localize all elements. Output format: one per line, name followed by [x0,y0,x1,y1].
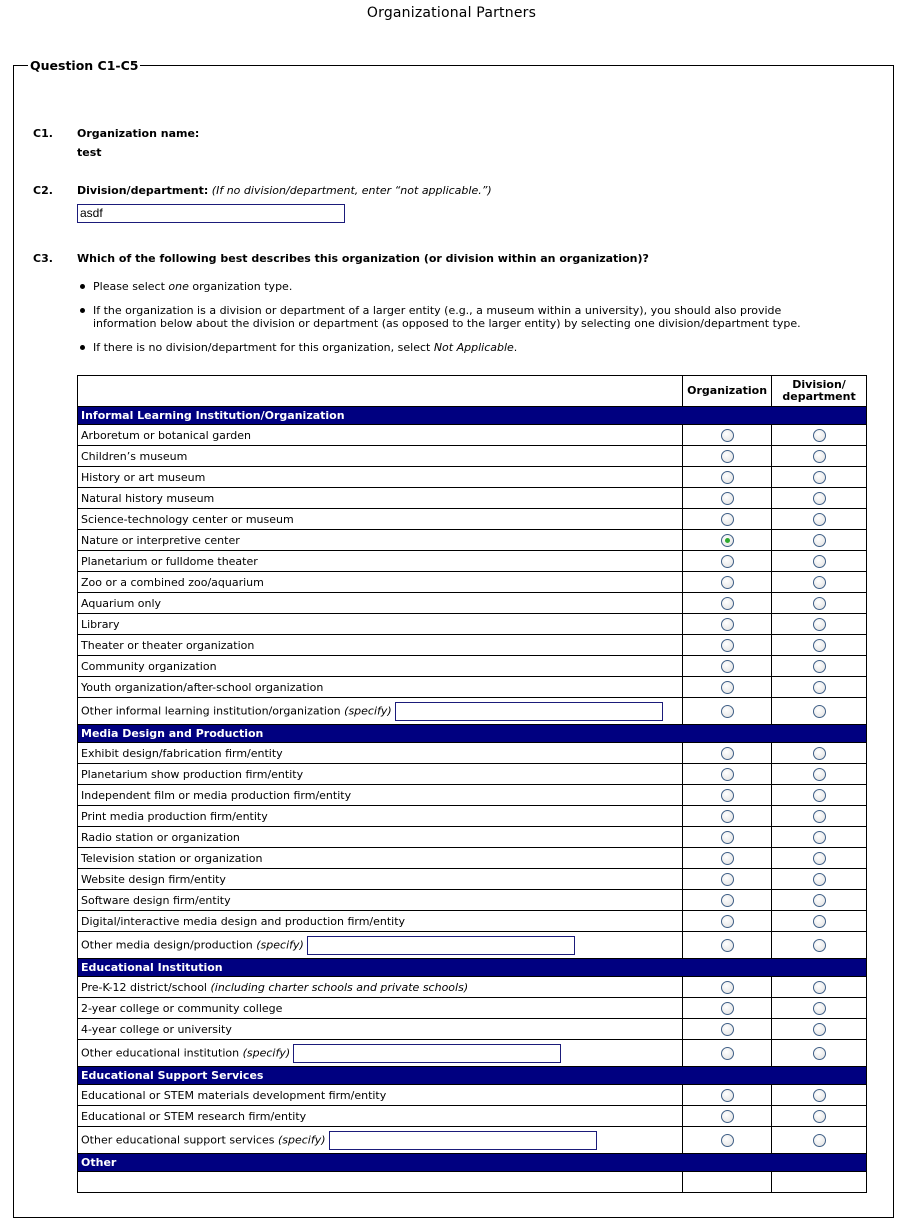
division-radio[interactable] [813,597,826,610]
option-label-cell [78,977,683,998]
organization-radio-cell [683,1127,772,1154]
organization-radio-cell [683,827,772,848]
table-row [78,1085,867,1106]
section-title: Educational Institution [78,959,867,977]
organization-radio-cell [683,869,772,890]
division-radio[interactable] [813,1047,826,1060]
instructions-list [77,280,837,354]
organization-radio-cell [683,785,772,806]
table-row [78,635,867,656]
instruction-item: If there is no division/department for this organization, select Not Applicable. [77,341,837,354]
division-radio-cell [772,785,867,806]
option-label: Youth organization/after-school organization [81,680,324,694]
table-row [78,998,867,1019]
table-row [78,806,867,827]
organization-radio[interactable] [721,894,734,907]
c3-question: Which of the following best describes this organization (or division within an organization)? [77,252,649,265]
division-radio[interactable] [813,705,826,718]
division-radio[interactable] [813,894,826,907]
organization-radio[interactable] [721,639,734,652]
organization-radio[interactable] [721,1089,734,1102]
division-radio-cell [772,614,867,635]
division-radio[interactable] [813,810,826,823]
empty-cell [78,1172,683,1193]
organization-radio-cell [683,614,772,635]
division-radio[interactable] [813,873,826,886]
specify-input[interactable] [329,1131,597,1150]
specify-label: (specify) [242,1046,291,1059]
option-label: Library [81,617,120,631]
option-label-cell [78,1019,683,1040]
empty-cell [772,1172,867,1193]
option-label: Planetarium show production firm/entity [81,767,304,781]
division-department-input[interactable]: asdf [77,204,345,223]
division-radio-cell [772,635,867,656]
table-row [78,890,867,911]
organization-radio-cell [683,890,772,911]
option-label-cell [78,614,683,635]
organization-radio[interactable] [721,555,734,568]
division-radio-cell [772,1127,867,1154]
option-label-cell [78,677,683,698]
option-label-cell [78,593,683,614]
option-label: Zoo or a combined zoo/aquarium [81,575,264,589]
option-label: Pre-K-12 district/school [81,980,207,994]
table-row [78,488,867,509]
option-label: Nature or interpretive center [81,533,240,547]
table-row [78,1172,867,1193]
division-radio[interactable] [813,915,826,928]
option-label: Digital/interactive media design and production firm/entity [81,914,406,928]
organization-radio[interactable] [721,660,734,673]
division-radio[interactable] [813,576,826,589]
option-label-cell [78,656,683,677]
organization-radio[interactable] [721,597,734,610]
organization-radio-cell [683,1106,772,1127]
table-row [78,848,867,869]
division-radio-cell [772,1106,867,1127]
division-radio-cell [772,1019,867,1040]
division-radio-cell [772,1085,867,1106]
table-row [78,467,867,488]
table-row [78,785,867,806]
table-row [78,593,867,614]
header-organization: Organization [683,376,772,407]
section-title: Informal Learning Institution/Organization [78,407,867,425]
option-label-cell [78,743,683,764]
option-label-cell [78,998,683,1019]
division-radio[interactable] [813,1110,826,1123]
table-row [78,572,867,593]
division-radio-cell [772,1040,867,1067]
organization-radio[interactable] [721,1134,734,1147]
table-row [78,1106,867,1127]
question-number: C1. [33,127,53,140]
division-radio-cell [772,764,867,785]
division-radio-cell [772,932,867,959]
specify-label: (specify) [256,938,304,951]
organization-radio[interactable] [721,873,734,886]
organization-radio-cell [683,488,772,509]
organization-radio[interactable] [721,768,734,781]
organization-radio[interactable] [721,429,734,442]
division-radio-cell [772,593,867,614]
option-label-cell [78,848,683,869]
division-radio[interactable] [813,660,826,673]
organization-radio-cell [683,998,772,1019]
option-label: Community organization [81,659,217,673]
option-label-cell [78,572,683,593]
organization-radio[interactable] [721,981,734,994]
organization-radio[interactable] [721,618,734,631]
division-radio-cell [772,425,867,446]
c2-label: Division/department: [77,184,209,197]
division-radio[interactable] [813,1023,826,1036]
option-label: Exhibit design/fabrication firm/entity [81,746,283,760]
organization-radio[interactable] [721,681,734,694]
option-label-cell [78,1040,683,1067]
table-row [78,425,867,446]
organization-radio-cell [683,551,772,572]
table-row [78,509,867,530]
division-radio[interactable] [813,639,826,652]
option-label-cell [78,890,683,911]
specify-input[interactable] [307,936,575,955]
division-radio[interactable] [813,1134,826,1147]
organization-radio-cell [683,698,772,725]
table-row [78,869,867,890]
specify-input[interactable] [293,1044,561,1063]
section-title: Other [78,1154,867,1172]
organization-radio-cell [683,1085,772,1106]
option-label: Print media production firm/entity [81,809,268,823]
table-row [78,932,867,959]
division-radio-cell [772,911,867,932]
option-label-cell [78,446,683,467]
option-label-cell [78,806,683,827]
table-row [78,743,867,764]
organization-radio-cell [683,656,772,677]
option-label: Other educational support services [81,1133,275,1146]
division-radio[interactable] [813,1089,826,1102]
division-radio-cell [772,869,867,890]
organization-radio-cell [683,1019,772,1040]
division-radio-cell [772,998,867,1019]
division-radio[interactable] [813,681,826,694]
division-radio-cell [772,488,867,509]
option-label: Radio station or organization [81,830,240,844]
table-row [78,1127,867,1154]
organization-radio[interactable] [721,852,734,865]
option-label: Website design firm/entity [81,872,226,886]
table-row [78,698,867,725]
section-title: Media Design and Production [78,725,867,743]
organization-radio[interactable] [721,939,734,952]
organization-radio[interactable] [721,810,734,823]
option-label: Aquarium only [81,596,162,610]
table-row [78,764,867,785]
division-radio[interactable] [813,831,826,844]
table-row [78,977,867,998]
table-header-row [78,376,867,407]
division-radio[interactable] [813,768,826,781]
division-radio-cell [772,977,867,998]
option-label-cell [78,764,683,785]
option-label: 2-year college or community college [81,1001,283,1015]
division-radio-cell [772,827,867,848]
organization-radio-cell [683,806,772,827]
organization-radio-cell [683,467,772,488]
division-radio[interactable] [813,492,826,505]
organization-radio-cell [683,764,772,785]
division-radio-cell [772,698,867,725]
table-row [78,656,867,677]
option-label: Television station or organization [81,851,263,865]
division-radio[interactable] [813,981,826,994]
organization-radio-cell [683,743,772,764]
organization-radio[interactable] [721,1023,734,1036]
division-radio[interactable] [813,789,826,802]
section-header-row [78,959,867,977]
organization-radio-cell [683,572,772,593]
option-label-cell [78,932,683,959]
c1-label: Organization name: [77,127,200,140]
organization-radio-cell [683,509,772,530]
option-label-cell [78,530,683,551]
option-label-cell [78,698,683,725]
organization-radio[interactable] [721,705,734,718]
option-label: Theater or theater organization [81,638,255,652]
division-radio[interactable] [813,555,826,568]
organization-radio-cell [683,530,772,551]
section-title: Educational Support Services [78,1067,867,1085]
option-label-cell [78,911,683,932]
division-radio-cell [772,890,867,911]
c1-answer: test [77,146,102,159]
option-label-cell [78,425,683,446]
option-label-cell [78,869,683,890]
organization-radio-cell [683,446,772,467]
organization-radio[interactable] [721,1002,734,1015]
division-radio[interactable] [813,1002,826,1015]
question-number: C2. [33,184,53,197]
section-header-row [78,725,867,743]
organization-radio-cell [683,425,772,446]
organization-radio[interactable] [721,915,734,928]
option-label: Other media design/production [81,938,253,951]
organization-radio[interactable] [721,1047,734,1060]
division-radio[interactable] [813,618,826,631]
header-division-department: Division/ department [772,376,867,407]
table-row [78,677,867,698]
specify-input[interactable] [395,702,663,721]
table-row [78,1019,867,1040]
organization-radio-cell [683,1040,772,1067]
option-label-cell [78,1106,683,1127]
option-label: Arboretum or botanical garden [81,428,251,442]
organization-radio-cell [683,635,772,656]
option-label: Educational or STEM research firm/entity [81,1109,307,1123]
option-label-cell [78,1127,683,1154]
division-radio[interactable] [813,471,826,484]
organization-radio[interactable] [721,831,734,844]
option-label-cell [78,635,683,656]
option-label: 4-year college or university [81,1022,232,1036]
section-header-row [78,1154,867,1172]
division-radio-cell [772,848,867,869]
option-label: Planetarium or fulldome theater [81,554,258,568]
table-row [78,614,867,635]
division-radio[interactable] [813,429,826,442]
division-radio[interactable] [813,450,826,463]
option-label-cell [78,509,683,530]
division-radio-cell [772,551,867,572]
organization-radio[interactable] [721,450,734,463]
organization-radio-cell [683,977,772,998]
option-label: Other informal learning institution/organization [81,704,341,717]
division-radio[interactable] [813,534,826,547]
option-label-cell [78,785,683,806]
option-label-cell [78,827,683,848]
organization-radio[interactable] [721,471,734,484]
option-label-cell [78,551,683,572]
option-label: Software design firm/entity [81,893,231,907]
division-radio-cell [772,656,867,677]
option-label-cell [78,488,683,509]
organization-radio-cell [683,932,772,959]
table-row [78,1040,867,1067]
organization-radio-cell [683,848,772,869]
page-title: Organizational Partners [366,5,537,21]
division-radio-cell [772,806,867,827]
option-label: History or art museum [81,470,206,484]
table-row [78,551,867,572]
division-radio-cell [772,743,867,764]
option-label: Science-technology center or museum [81,512,294,526]
organization-radio[interactable] [721,576,734,589]
option-label: Independent film or media production firm/entity [81,788,352,802]
option-label-cell [78,1085,683,1106]
organization-radio[interactable] [721,747,734,760]
instruction-item: If the organization is a division or department of a larger entity (e.g., a museum within a university), you should also provide information below about the division or department (as opposed to the larger entity) by selecting one division/department type. [77,304,837,330]
division-radio[interactable] [813,747,826,760]
organization-radio[interactable] [721,789,734,802]
specify-label: (specify) [344,704,392,717]
organization-radio-cell [683,677,772,698]
table-row [78,911,867,932]
question-number: C3. [33,252,53,265]
section-header-row [78,407,867,425]
fieldset-legend: Question C1-C5 [30,58,139,73]
empty-cell [683,1172,772,1193]
division-radio[interactable] [813,513,826,526]
division-radio[interactable] [813,939,826,952]
division-radio-cell [772,446,867,467]
section-header-row [78,1067,867,1085]
specify-label: (specify) [277,1133,326,1146]
division-radio[interactable] [813,852,826,865]
organization-radio-cell [683,911,772,932]
division-radio-cell [772,509,867,530]
option-label: Other educational institution [81,1046,240,1059]
organization-radio[interactable] [721,534,734,547]
table-row [78,827,867,848]
option-label: Natural history museum [81,491,215,505]
division-radio-cell [772,530,867,551]
organization-radio-cell [683,593,772,614]
organization-radio[interactable] [721,492,734,505]
division-radio-cell [772,677,867,698]
option-label: Children’s museum [81,449,188,463]
table-row [78,446,867,467]
table-row [78,530,867,551]
division-radio-cell [772,467,867,488]
organization-radio[interactable] [721,1110,734,1123]
organization-radio[interactable] [721,513,734,526]
division-radio-cell [772,572,867,593]
instruction-item: Please select one organization type. [77,280,837,293]
header-blank [78,376,683,407]
option-label-cell [78,467,683,488]
option-label: Educational or STEM materials development firm/entity [81,1088,387,1102]
option-note: (including charter schools and private schools) [210,980,469,994]
c2-hint: (If no division/department, enter “not applicable.”) [211,184,492,197]
organization-type-table [77,375,867,1193]
